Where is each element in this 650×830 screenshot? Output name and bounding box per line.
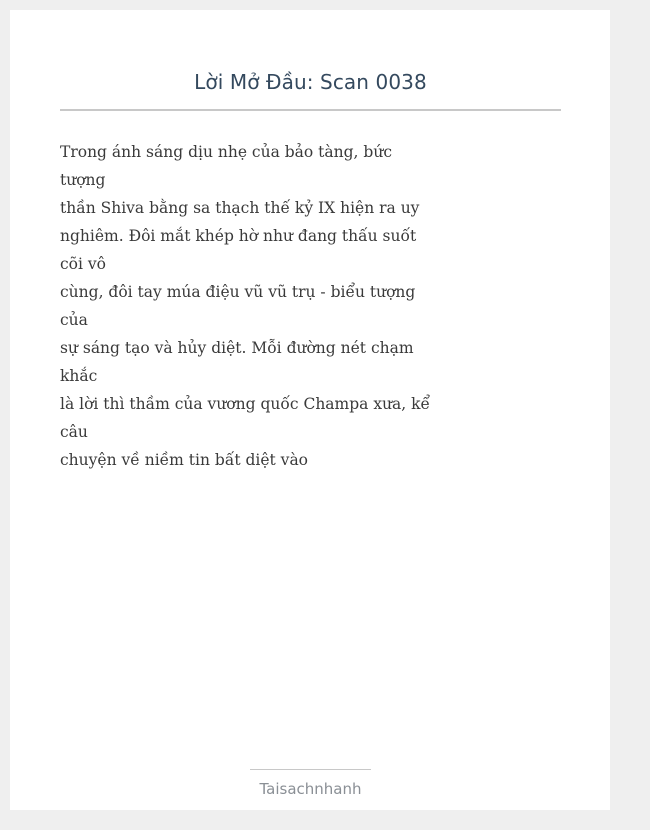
body-line: Trong ánh sáng dịu nhẹ của bảo tàng, bức xyxy=(60,143,392,161)
footer-divider xyxy=(250,769,371,770)
body-line: chuyện về niềm tin bất diệt vào xyxy=(60,451,309,469)
body-line: của xyxy=(60,311,88,329)
body-line: sự sáng tạo và hủy diệt. Mỗi đường nét chạm xyxy=(60,339,414,357)
body-line: là lời thì thầm của vương quốc Champa xưa, kể xyxy=(60,395,431,413)
title-divider xyxy=(60,109,561,111)
body-line: câu xyxy=(60,423,88,441)
body-line: cùng, đôi tay múa điệu vũ vũ trụ - biểu tượng xyxy=(60,283,416,301)
page-title: Lời Mở Đầu: Scan 0038 xyxy=(194,70,427,94)
body-line: cõi vô xyxy=(60,255,106,273)
body-line: tượng xyxy=(60,171,106,189)
document-page xyxy=(10,10,610,810)
footer-text: Taisachnhanh xyxy=(259,780,362,798)
body-text xyxy=(60,138,431,474)
body-line: khắc xyxy=(60,367,98,385)
body-line: thần Shiva bằng sa thạch thế kỷ IX hiện ra uy xyxy=(60,199,420,217)
body-line: nghiêm. Đôi mắt khép hờ như đang thấu suốt xyxy=(60,227,417,245)
